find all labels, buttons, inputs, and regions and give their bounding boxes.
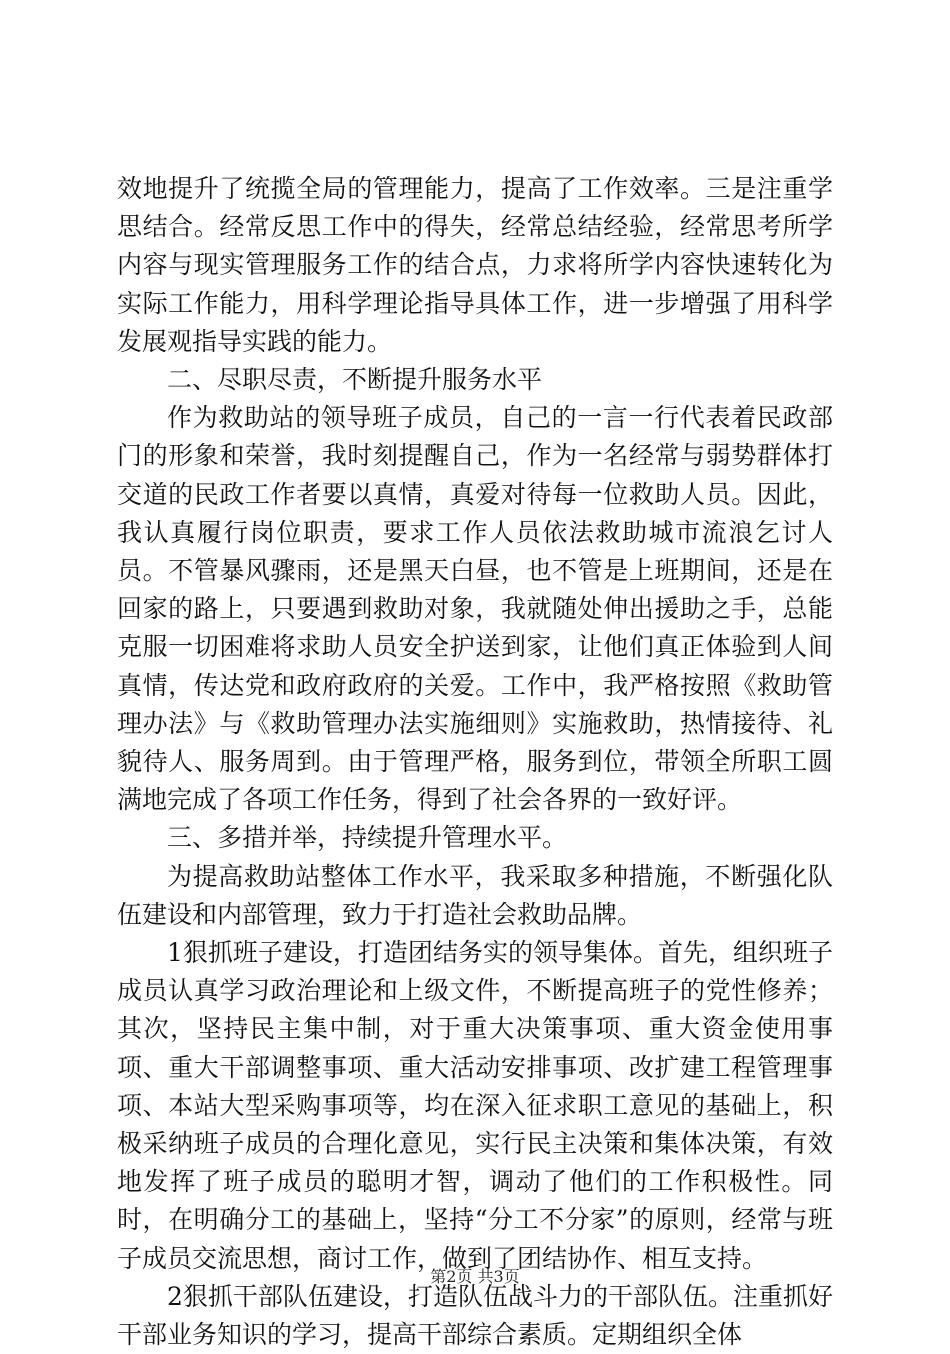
page-footer: [0, 1266, 950, 1288]
paragraph-5: 2狠抓干部队伍建设，打造队伍战斗力的干部队伍。注重抓好干部业务知识的学习，提高干部综合素质。定期组织全体: [117, 1281, 833, 1350]
page-number-label: 第2页 共3页: [430, 1267, 520, 1286]
section-heading-3: 三、多措并举，持续提升管理水平。: [167, 823, 568, 853]
document-body: [117, 170, 833, 1354]
paragraph-3: 为提高救助站整体工作水平，我采取多种措施，不断强化队伍建设和内部管理，致力于打造社会救助品牌。: [117, 861, 833, 929]
paragraph-4: 1狠抓班子建设，打造团结务实的领导集体。首先，组织班子成员认真学习政治理论和上级文件，不断提高班子的党性修养；其次，坚持民主集中制，对于重大决策事项、重大资金使用事项、重大干部调整事项、重大活动安排事项、改扩建工程管理事项、本站大型采购事项等，均在深入征求职工意见的基础上，积极采纳班子成员的合理化意见，实行民主决策和集体决策，有效地发挥了班子成员的聪明才智，调动了他们的工作积极性。同时，在明确分工的基础上，坚持“分工不分家”的原则，经常与班子成员交流思想，商讨工作，做到了团结协作、相互支持。: [117, 938, 833, 1273]
section-heading-2: 二、尽职尽责，不断提升服务水平: [167, 365, 543, 395]
paragraph-1: 效地提升了统揽全局的管理能力，提高了工作效率。三是注重学思结合。经常反思工作中的得失，经常总结经验，经常思考所学内容与现实管理服务工作的结合点，力求将所学内容快速转化为实际工作能力，用科学理论指导具体工作，进一步增强了用科学发展观指导实践的能力。: [117, 174, 833, 356]
paragraph-2: 作为救助站的领导班子成员，自己的一言一行代表着民政部门的形象和荣誉，我时刻提醒自己，作为一名经常与弱势群体打交道的民政工作者要以真情，真爱对待每一位救助人员。因此，我认真履行岗位职责，要求工作人员依法救助城市流浪乞讨人员。不管暴风骤雨，还是黑天白昼，也不管是上班期间，还是在回家的路上，只要遇到救助对象，我就随处伸出援助之手，总能克服一切困难将求助人员安全护送到家，让他们真正体验到人间真情，传达党和政府政府的关爱。工作中，我严格按照《救助管理办法》与《救助管理办法实施细则》实施救助，热情接待、礼貌待人、服务周到。由于管理严格，服务到位，带领全所职工圆满地完成了各项工作任务，得到了社会各界的一致好评。: [117, 403, 833, 815]
